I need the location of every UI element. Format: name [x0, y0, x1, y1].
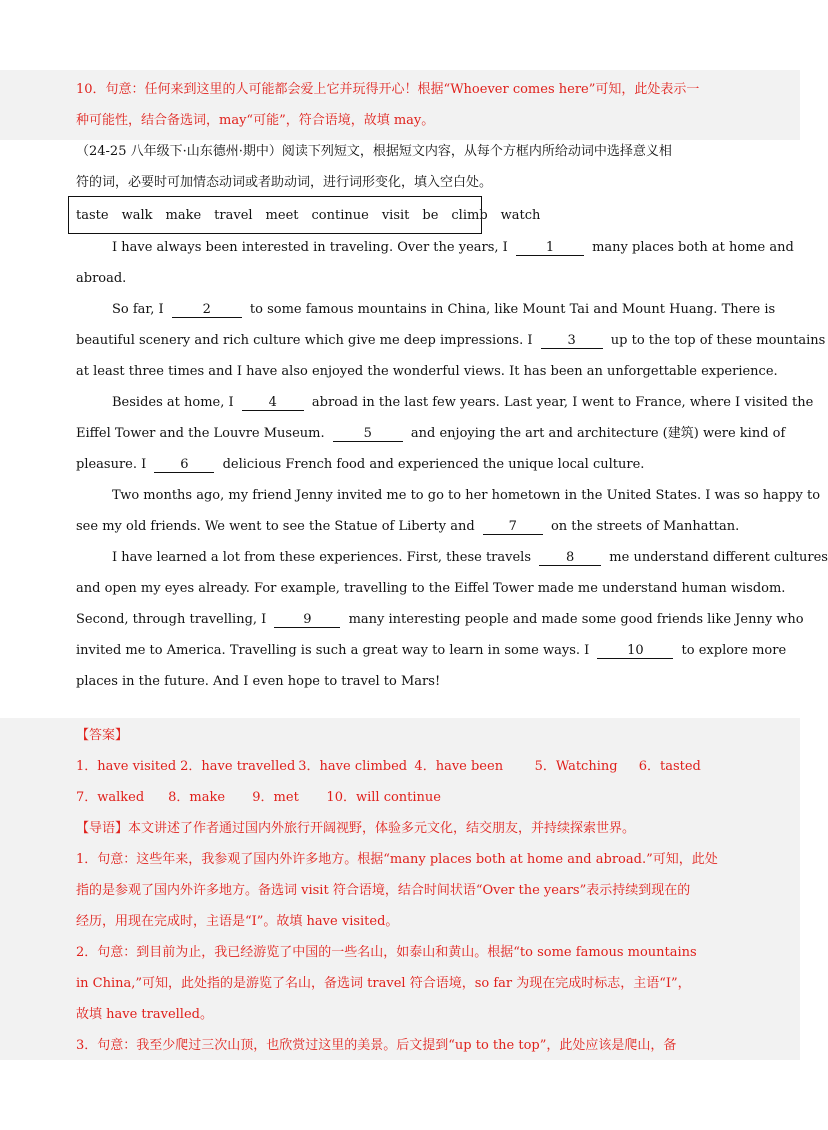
answer-row — [0, 751, 800, 782]
explanation-line: 10．句意：任何来到这里的人可能都会爱上它并玩得开心！根据“Whoever comes here”可知，此处表示一 — [76, 82, 700, 97]
explanation-line: 经历，用现在完成时，主语是“I”。故填 have visited。 — [76, 914, 399, 929]
word-bank-item: be — [422, 207, 439, 223]
answer-item: 10．will continue — [326, 790, 441, 805]
passage-text: Second, through travelling, I — [76, 612, 267, 627]
passage-line — [0, 418, 800, 449]
passage-text: see my old friends. We went to see the Statue of Liberty and — [76, 519, 475, 534]
passage-text: So far, I — [112, 302, 164, 317]
passage-line — [0, 294, 800, 325]
answer-item: 8．make — [168, 790, 226, 805]
passage-line — [0, 511, 800, 542]
explanation-line: 1．句意：这些年来，我参观了国内外许多地方。根据“many places both at home and abroad.”可知，此处 — [76, 852, 718, 867]
passage-text: I have always been interested in traveling. Over the years, I — [112, 240, 508, 255]
answer-item: 3．have climbed — [298, 759, 408, 774]
passage-text: me understand different cultures — [609, 550, 828, 565]
explanation-line: in China,”可知，此处指的是游览了名山，备选词 travel 符合语境，so far 为现在完成时标志，主语“I”， — [76, 976, 691, 991]
blank-7[interactable]: 7 — [483, 520, 543, 535]
blank-5[interactable]: 5 — [333, 427, 403, 442]
passage-line: places in the future. And I even hope to travel to Mars! — [76, 674, 441, 689]
word-bank-item: watch — [500, 207, 541, 223]
explanation-line: 故填 have travelled。 — [76, 1007, 213, 1022]
passage-line — [0, 604, 804, 635]
explanation-line: 2．句意：到目前为止，我已经游览了中国的一些名山，如泰山和黄山。根据“to some famous mountains — [76, 945, 697, 960]
passage-text: abroad in the last few years. Last year, I went to France, where I visited the — [311, 395, 814, 410]
guide-line: 【导语】本文讲述了作者通过国内外旅行开阔视野，体验多元文化，结交朋友，并持续探索世界。 — [76, 821, 636, 836]
word-bank-item: meet — [265, 207, 299, 223]
instruction-line: 符的词，必要时可加情态动词或者助动词，进行词形变化，填入空白处。 — [76, 175, 493, 190]
passage — [0, 232, 828, 697]
passage-text: Eiffel Tower and the Louvre Museum. — [76, 426, 325, 441]
blank-1[interactable]: 1 — [516, 241, 584, 256]
word-bank-box — [68, 196, 541, 234]
answer-item: 5．Watching — [534, 759, 618, 774]
passage-text: to explore more — [681, 643, 787, 658]
blank-4[interactable]: 4 — [242, 396, 304, 411]
passage-line: at least three times and I have also enjoyed the wonderful views. It has been an unforgettable experience. — [76, 364, 778, 379]
answer-item: 9．met — [252, 790, 299, 805]
exercise-body — [0, 136, 800, 198]
passage-text: many interesting people and made some good friends like Jenny who — [348, 612, 804, 627]
explanation-line: 种可能性，结合备选词，may“可能”，符合语境，故填 may。 — [76, 113, 435, 128]
answer-item: 2．have travelled — [180, 759, 296, 774]
word-bank-item: visit — [381, 207, 410, 223]
passage-text: up to the top of these mountains — [610, 333, 826, 348]
passage-line — [0, 325, 826, 356]
answer-item: 6．tasted — [638, 759, 701, 774]
passage-text: beautiful scenery and rich culture which give me deep impressions. I — [76, 333, 533, 348]
passage-text: delicious French food and experienced the unique local culture. — [222, 457, 645, 472]
passage-line — [0, 387, 814, 418]
answer-item: 1．have visited — [76, 759, 177, 774]
word-bank-item: continue — [311, 207, 369, 223]
blank-3[interactable]: 3 — [541, 334, 603, 349]
answer-row — [0, 782, 800, 813]
blank-6[interactable]: 6 — [154, 458, 214, 473]
blank-10[interactable]: 10 — [597, 644, 673, 659]
blank-8[interactable]: 8 — [539, 551, 601, 566]
passage-text: and enjoying the art and architecture (建筑) were kind of — [410, 426, 786, 441]
explanation-line: 指的是参观了国内外许多地方。备选词 visit 符合语境，结合时间状语“Over the years”表示持续到现在的 — [76, 883, 691, 898]
word-bank-item: climb — [451, 207, 488, 223]
passage-text: Besides at home, I — [112, 395, 234, 410]
previous-explanation-band — [0, 70, 800, 140]
answer-section — [0, 718, 800, 1060]
passage-text: on the streets of Manhattan. — [550, 519, 740, 534]
passage-text: pleasure. I — [76, 457, 147, 472]
word-bank-item: travel — [214, 207, 253, 223]
word-bank-item: taste — [76, 207, 109, 223]
passage-line — [0, 449, 800, 480]
explanation-line: 3．句意：我至少爬过三次山顶，也欣赏过这里的美景。后文提到“up to the top”，此处应该是爬山，备 — [76, 1038, 677, 1053]
passage-line — [0, 635, 800, 666]
instruction-line: （24-25 八年级下·山东德州·期中）阅读下列短文，根据短文内容，从每个方框内所给动词中选择意义相 — [76, 144, 672, 159]
answer-item: 4．have been — [414, 759, 504, 774]
passage-line: abroad. — [76, 271, 127, 286]
word-bank-item: walk — [121, 207, 153, 223]
passage-text: invited me to America. Travelling is such a great way to learn in some ways. I — [76, 643, 590, 658]
answer-heading: 【答案】 — [76, 728, 129, 743]
passage-line — [0, 232, 800, 263]
passage-line — [0, 542, 828, 573]
passage-text: I have learned a lot from these experiences. First, these travels — [112, 550, 532, 565]
passage-line: and open my eyes already. For example, travelling to the Eiffel Tower made me understand human wisdom. — [76, 581, 786, 596]
passage-text: to some famous mountains in China, like Mount Tai and Mount Huang. There is — [249, 302, 776, 317]
word-bank-item: make — [165, 207, 202, 223]
blank-9[interactable]: 9 — [274, 613, 340, 628]
passage-line: Two months ago, my friend Jenny invited me to go to her hometown in the United States. I was so happy to — [112, 488, 821, 503]
passage-text: many places both at home and — [592, 240, 794, 255]
answer-item: 7．walked — [76, 790, 145, 805]
blank-2[interactable]: 2 — [172, 303, 242, 318]
